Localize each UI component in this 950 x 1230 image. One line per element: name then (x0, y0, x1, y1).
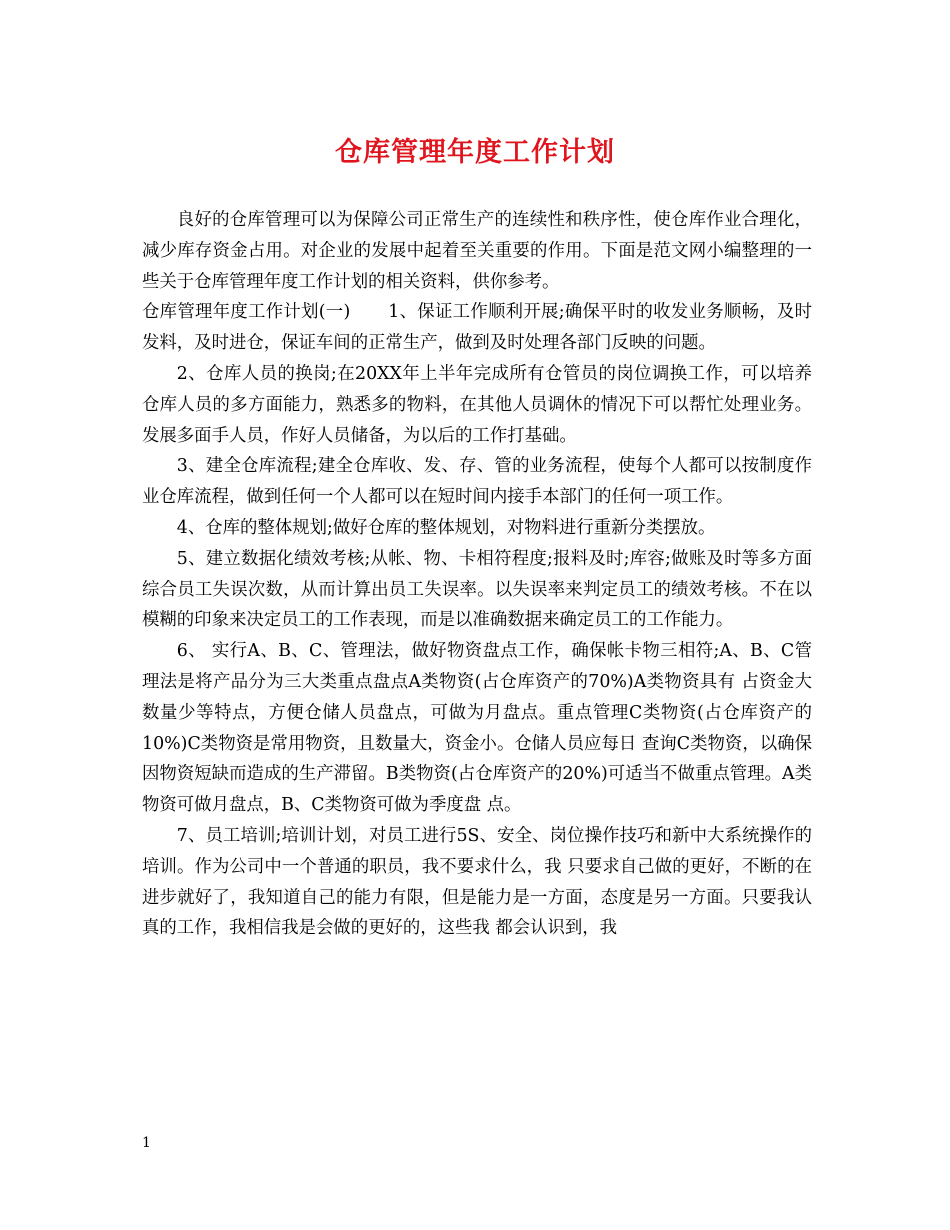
item-3-paragraph: 3、建全仓库流程;建全仓库收、发、存、管的业务流程，使每个人都可以按制度作业仓库流程，做到任何一个人都可以在短时间内接手本部门的任何一项工作。 (142, 456, 812, 508)
page-number: 1 (142, 1135, 151, 1151)
item-6-paragraph: 6、 实行A、B、C、管理法，做好物资盘点工作，确保帐卡物三相符;A、B、C管理法是将产品分为三大类重点盘点A类物资(占仓库资产的70%)A类物资具有 占资金大数量少等特点，方便仓储人员盘点，可做为月盘点。重点管理C类物资(占仓库资产的10%)C类物资是常用物资，且数量大，资金小。仓储人员应每日 查询C类物资，以确保因物资短缺而造成的生产滞留。B类物资(占仓库资产的20%)可适当不做重点管理。A类物资可做月盘点，B、C类物资可做为季度盘 点。 (142, 641, 812, 816)
item-1-text: 1、保证工作顺利开展;确保平时的收发业务顺畅，及时发料，及时进仓，保证车间的正常生产，做到及时处理各部门反映的问题。 (142, 302, 812, 354)
document-body (142, 205, 812, 944)
intro-paragraph: 良好的仓库管理可以为保障公司正常生产的连续性和秩序性，使仓库作业合理化，减少库存资金占用。对企业的发展中起着至关重要的作用。下面是范文网小编整理的一些关于仓库管理年度工作计划的相关资料，供你参考。 (142, 210, 812, 292)
section-heading: 仓库管理年度工作计划(一) (142, 302, 351, 323)
item-2-paragraph: 2、仓库人员的换岗;在20XX年上半年完成所有仓管员的岗位调换工作，可以培养仓库人员的多方面能力，熟悉多的物料，在其他人员调休的情况下可以帮忙处理业务。发展多面手人员，作好人员储备，为以后的工作打基础。 (142, 363, 812, 446)
item-7-paragraph: 7、员工培训;培训计划，对员工进行5S、安全、岗位操作技巧和新中大系统操作的培训。作为公司中一个普通的职员，我不要求什么，我 只要求自己做的更好，不断的在进步就好了，我知道自己的能力有限，但是能力是一方面，态度是另一方面。只要我认真的工作，我相信我是会做的更好的，这些我 都会认识到，我 (142, 825, 812, 939)
item-4-paragraph: 4、仓库的整体规划;做好仓库的整体规划，对物料进行重新分类摆放。 (176, 517, 716, 538)
document-title: 仓库管理年度工作计划 (335, 137, 615, 168)
section-paragraph-1 (142, 297, 812, 359)
item-5-paragraph: 5、建立数据化绩效考核;从帐、物、卡相符程度;报料及时;库容;做账及时等多方面综合员工失误次数，从而计算出员工失误率。以失误率来判定员工的绩效考核。不在以模糊的印象来决定员工的工作表现，而是以准确数据来确定员工的工作能力。 (142, 548, 812, 631)
